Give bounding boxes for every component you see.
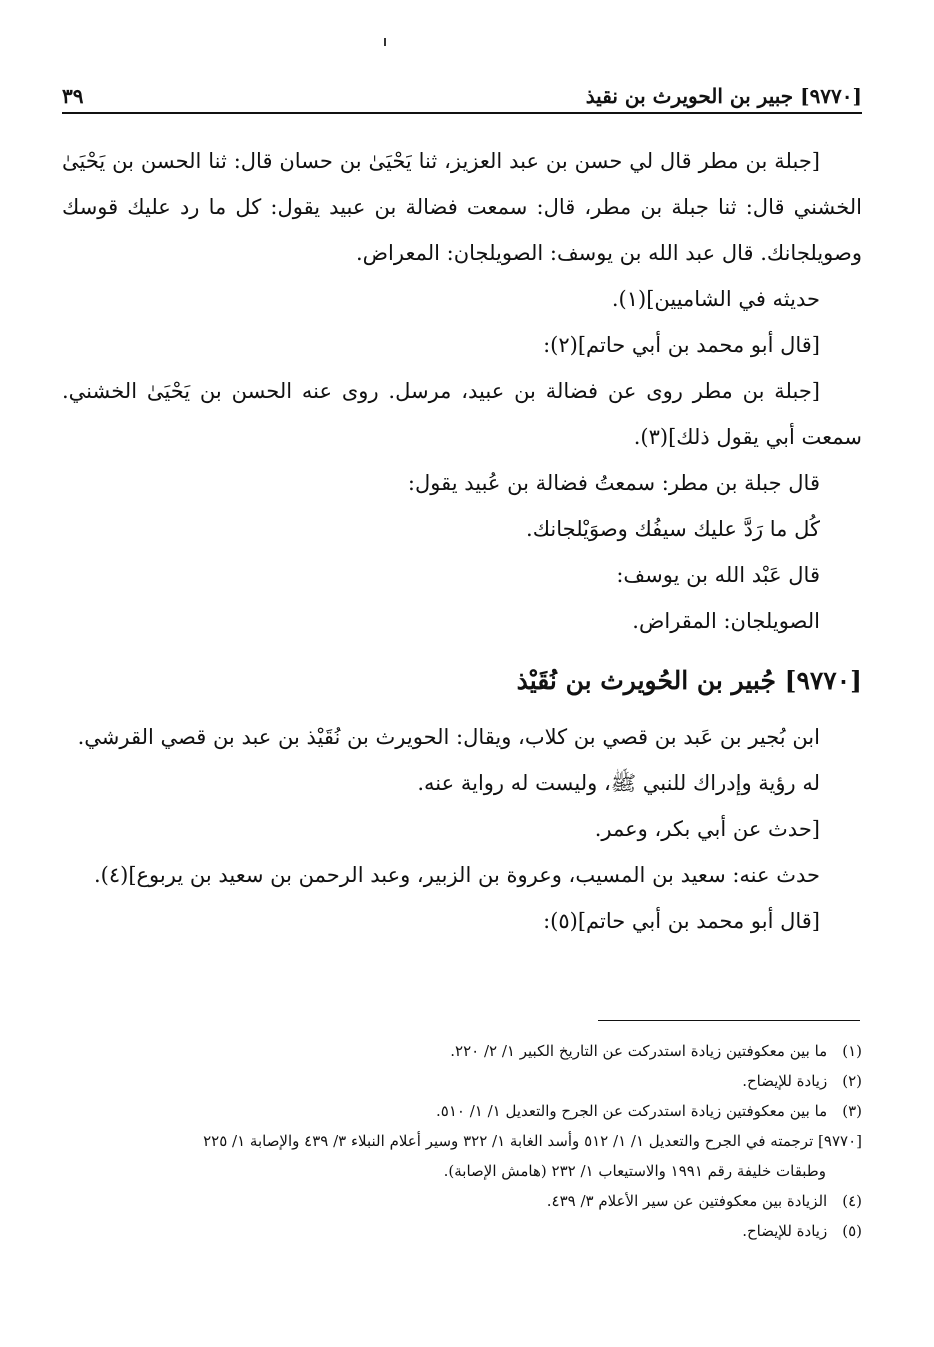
page-number: ٣٩	[62, 84, 84, 108]
footnote-number: (٥)	[842, 1222, 862, 1240]
footnote	[62, 1186, 862, 1216]
footnote-number: [٩٧٧٠]	[818, 1132, 862, 1150]
paragraph-haddatha-an: [حدث عن أبي بكر، وعمر.	[594, 817, 820, 841]
scan-speck	[384, 38, 386, 46]
footnote-text: زيادة للإيضاح.	[742, 1222, 828, 1240]
paragraph-ruya: له رؤية وإدراك للنبي ﷺ، وليست له رواية عنه.	[417, 771, 820, 795]
footnote-continuation: وطبقات خليفة رقم ١٩٩١ والاستيعاب ١/ ٢٣٢ (هامش الإصابة).	[443, 1162, 826, 1180]
footnote-number: (١)	[842, 1042, 862, 1060]
paragraph-abdallah-qal: قال عَبْد الله بن يوسف:	[616, 563, 820, 587]
footnote-number: (٤)	[842, 1192, 862, 1210]
footnote-text: ترجمته في الجرح والتعديل ١/ ١/ ٥١٢ وأسد الغابة ١/ ٣٢٢ وسير أعلام النبلاء ٣/ ٤٣٩ والإصابة ١/ ٢٢٥	[203, 1132, 814, 1150]
footnote	[62, 1096, 862, 1126]
main-text	[62, 138, 862, 944]
footnotes	[62, 1036, 862, 1246]
paragraph-jabala-qal: قال جبلة بن مطر: سمعتُ فضالة بن عُبيد يقول:	[407, 471, 820, 495]
paragraph-suwaylijan: الصويلجان: المقراض.	[632, 609, 820, 633]
paragraph-ibn-abi-hatim-2: [قال أبو محمد بن أبي حاتم](٥):	[543, 909, 820, 933]
footnote-text: ما بين معكوفتين زيادة استدركت عن التاريخ الكبير ١/ ٢/ ٢٢٠.	[450, 1042, 828, 1060]
paragraph-shamiyin: حديثه في الشاميين](١).	[611, 287, 820, 311]
footnote-text: زيادة للإيضاح.	[742, 1072, 828, 1090]
footnote	[62, 1216, 862, 1246]
paragraph-jabala-riwaya: [جبلة بن مطر روى عن فضالة بن عبيد، مرسل. روى عنه الحسن بن يَحْيَىٰ الخشني. سمعت أبي يقول ذلك](٣).	[62, 379, 862, 449]
paragraph-nasab: ابن بُجير بن عَبد بن قصي بن كلاب، ويقال: الحويرث بن نُقَيْذ بن عبد بن قصي القرشي.	[77, 725, 820, 749]
paragraph-kull-ma-radda: كُل ما رَدَّ عليك سيفُك وصوَيْلجانك.	[526, 517, 820, 541]
footnote-text: ما بين معكوفتين زيادة استدركت عن الجرح والتعديل ١/ ١/ ٥١٠.	[435, 1102, 828, 1120]
footnote	[62, 1066, 862, 1096]
paragraph-ibn-abi-hatim-1: [قال أبو محمد بن أبي حاتم](٢):	[543, 333, 820, 357]
footnote-number: (٣)	[842, 1102, 862, 1120]
running-header	[62, 78, 862, 114]
footnote-text: الزيادة بين معكوفتين عن سير الأعلام ٣/ ٤٣٩.	[546, 1192, 828, 1210]
paragraph-haddatha-anhu: حدث عنه: سعيد بن المسيب، وعروة بن الزبير، وعبد الرحمن بن سعيد بن يربوع](٤).	[93, 863, 820, 887]
footnote-number: (٢)	[842, 1072, 862, 1090]
entry-heading: [٩٧٧٠] جُبير بن الحُويرث بن نُقَيْذ	[516, 666, 862, 695]
footnote	[62, 1036, 862, 1066]
running-header-title: [٩٧٧٠] جبير بن الحويرث بن نقيذ	[585, 84, 862, 108]
footnote	[62, 1126, 862, 1156]
paragraph-jabala-isnad: [جبلة بن مطر قال لي حسن بن عبد العزيز، ثنا يَحْيَىٰ بن حسان قال: ثنا الحسن بن يَحْيَىٰ الخشني قال: ثنا جبلة بن مطر، قال: سمعت فضالة بن عبيد يقول: كل ما رد عليك قوسك وصويلجانك. قال عبد الله بن يوسف: الصويلجان: المعراض.	[62, 149, 862, 265]
footnote-separator	[598, 1020, 860, 1021]
